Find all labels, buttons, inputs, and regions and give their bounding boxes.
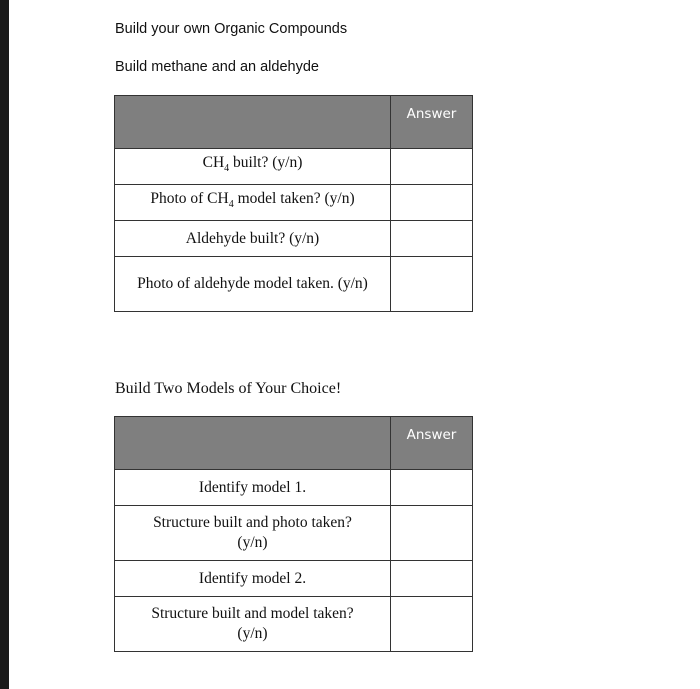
section-title-two-models: Build Two Models of Your Choice! xyxy=(115,380,342,397)
table-methane-aldehyde xyxy=(114,95,473,312)
question-aldehyde-built: Aldehyde built? (y/n) xyxy=(115,221,391,257)
section-title-organic-compounds: Build your own Organic Compounds xyxy=(115,21,348,37)
question-aldehyde-photo: Photo of aldehyde model taken. (y/n) xyxy=(115,257,391,312)
question-header-cell xyxy=(115,96,391,149)
answer-header-label: Answer xyxy=(406,427,457,443)
table-row xyxy=(115,185,473,221)
table-header-row xyxy=(115,96,473,149)
table-row xyxy=(115,561,473,597)
question-identify-model-2: Identify model 2. xyxy=(115,561,391,597)
answer-cell[interactable] xyxy=(391,149,473,185)
left-edge-bar xyxy=(0,0,9,689)
table-row xyxy=(115,221,473,257)
table-two-models xyxy=(114,416,473,652)
answer-cell[interactable] xyxy=(391,185,473,221)
table-row xyxy=(115,257,473,312)
answer-cell[interactable] xyxy=(391,470,473,506)
table-row xyxy=(115,506,473,561)
table-header-row xyxy=(115,417,473,470)
question-ch4-built: $CH_4$ built? (y/n) xyxy=(115,149,391,185)
question-header-cell xyxy=(115,417,391,470)
answer-header-cell xyxy=(391,417,473,470)
table-row xyxy=(115,597,473,652)
question-structure-model: Structure built and model taken? (y/n) xyxy=(115,597,391,652)
question-structure-photo: Structure built and photo taken? (y/n) xyxy=(115,506,391,561)
answer-cell[interactable] xyxy=(391,257,473,312)
answer-cell[interactable] xyxy=(391,506,473,561)
answer-cell[interactable] xyxy=(391,561,473,597)
table-row xyxy=(115,149,473,185)
answer-header-cell xyxy=(391,96,473,149)
answer-cell[interactable] xyxy=(391,221,473,257)
answer-cell[interactable] xyxy=(391,597,473,652)
table-row xyxy=(115,470,473,506)
answer-header-label: Answer xyxy=(406,106,457,122)
question-ch4-photo: Photo of $CH_4$ model taken? (y/n) xyxy=(115,185,391,221)
question-identify-model-1: Identify model 1. xyxy=(115,470,391,506)
section-subtitle-methane-aldehyde: Build methane and an aldehyde xyxy=(115,59,319,75)
